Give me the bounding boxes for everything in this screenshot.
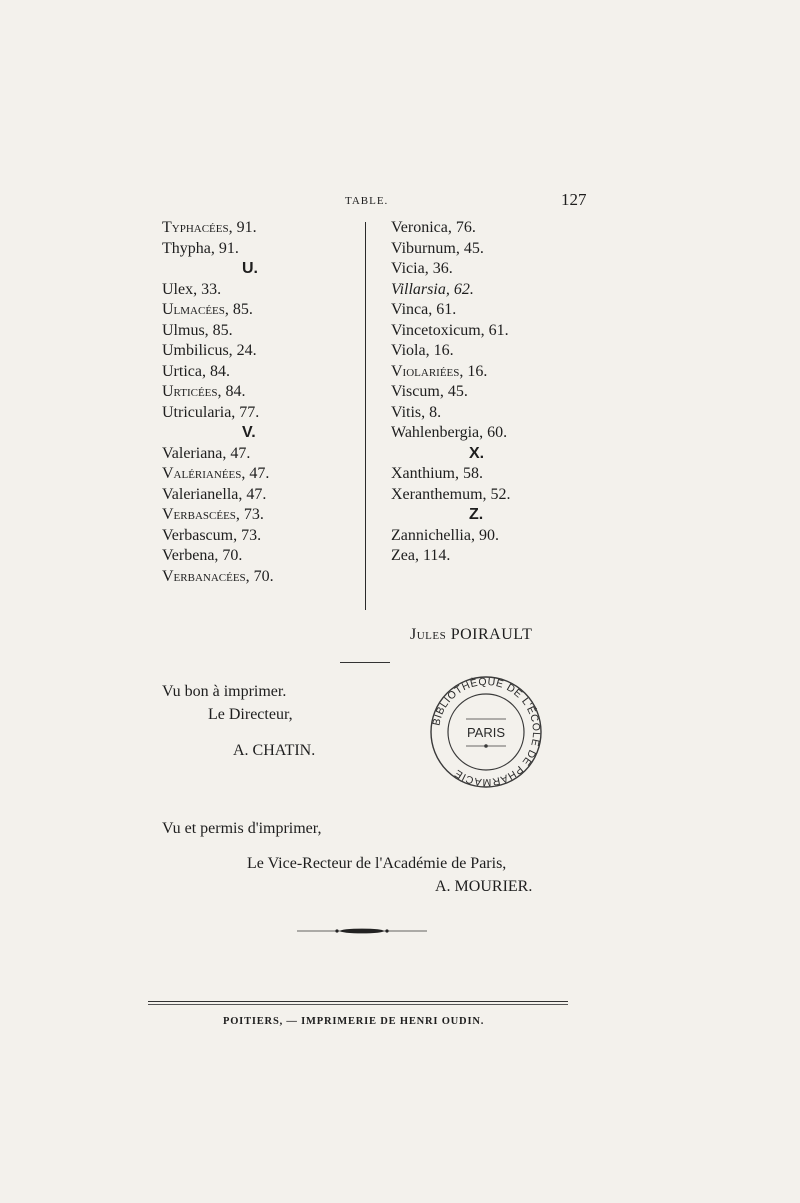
index-entry: Utricularia, 77. — [162, 403, 260, 421]
index-entry: Xanthium, 58. — [391, 465, 483, 482]
index-entry: Viburnum, 45. — [391, 239, 484, 257]
index-entry: Valérianées, 47. — [162, 465, 270, 482]
footer-rule-top — [148, 1001, 568, 1002]
section-letter: U. — [242, 260, 258, 277]
column-divider — [365, 222, 366, 610]
index-entry: Veronica, 76. — [391, 219, 476, 236]
index-entry: Ulmacées, 85. — [162, 301, 253, 318]
stamp-ring-text: BIBLIOTHÈQUE DE L'ÉCOLE DE PHARMACIE — [430, 675, 543, 789]
author-name: Jules POIRAULT — [410, 626, 533, 643]
index-entry: Viola, 16. — [391, 342, 454, 359]
index-entry: Vitis, 8. — [391, 403, 442, 421]
index-entry: Verbanacées, 70. — [162, 567, 274, 585]
index-entry: Verbascées, 73. — [162, 506, 264, 523]
index-entry: Verbena, 70. — [162, 547, 243, 564]
index-entry: Ulmus, 85. — [162, 321, 233, 339]
index-entry: Typhacées, 91. — [162, 219, 257, 236]
section-letter: Z. — [469, 506, 484, 523]
permission-line-2: Le Vice-Recteur de l'Académie de Paris, — [247, 855, 507, 872]
separator-rule — [340, 662, 390, 663]
index-entry: Zea, 114. — [391, 547, 451, 564]
index-column-left — [162, 218, 362, 587]
approval-line-1: Vu bon à imprimer. — [162, 683, 287, 700]
permission-signer: A. MOURIER. — [435, 878, 533, 895]
index-entry: Verbascum, 73. — [162, 526, 262, 544]
section-letter: V. — [242, 424, 256, 441]
ornament-rule — [297, 927, 427, 935]
footer-rule-bottom — [148, 1004, 568, 1005]
permission-line-1: Vu et permis d'imprimer, — [162, 820, 322, 837]
index-entry: Violariées, 16. — [391, 362, 488, 380]
library-stamp — [425, 675, 547, 790]
stamp-center-text: PARIS — [466, 725, 506, 740]
index-entry: Valerianella, 47. — [162, 485, 267, 503]
index-entry: Urtica, 84. — [162, 362, 230, 380]
index-entry: Vinca, 61. — [391, 301, 457, 318]
index-entry: Valeriana, 47. — [162, 444, 251, 462]
approval-line-2: Le Directeur, — [208, 706, 293, 723]
index-entry: Villarsia, 62. — [391, 280, 474, 298]
index-entry: Viscum, 45. — [391, 383, 468, 400]
index-entry: Wahlenbergia, 60. — [391, 424, 508, 441]
approval-signer: A. CHATIN. — [233, 742, 316, 759]
index-entry: Vicia, 36. — [391, 260, 453, 277]
index-entry: Xeranthemum, 52. — [391, 485, 511, 503]
index-entry: Zannichellia, 90. — [391, 526, 499, 544]
index-column-right — [391, 218, 591, 567]
index-entry: Umbilicus, 24. — [162, 342, 257, 359]
printer-imprint: POITIERS, — IMPRIMERIE DE HENRI OUDIN. — [223, 1016, 485, 1027]
index-entry: Urticées, 84. — [162, 383, 246, 400]
index-entry: Vincetoxicum, 61. — [391, 321, 509, 339]
page-number: 127 — [561, 190, 587, 209]
section-letter: X. — [469, 444, 485, 462]
running-header-title: TABLE. — [345, 195, 389, 207]
index-entry: Thypha, 91. — [162, 239, 239, 257]
index-entry: Ulex, 33. — [162, 280, 222, 298]
